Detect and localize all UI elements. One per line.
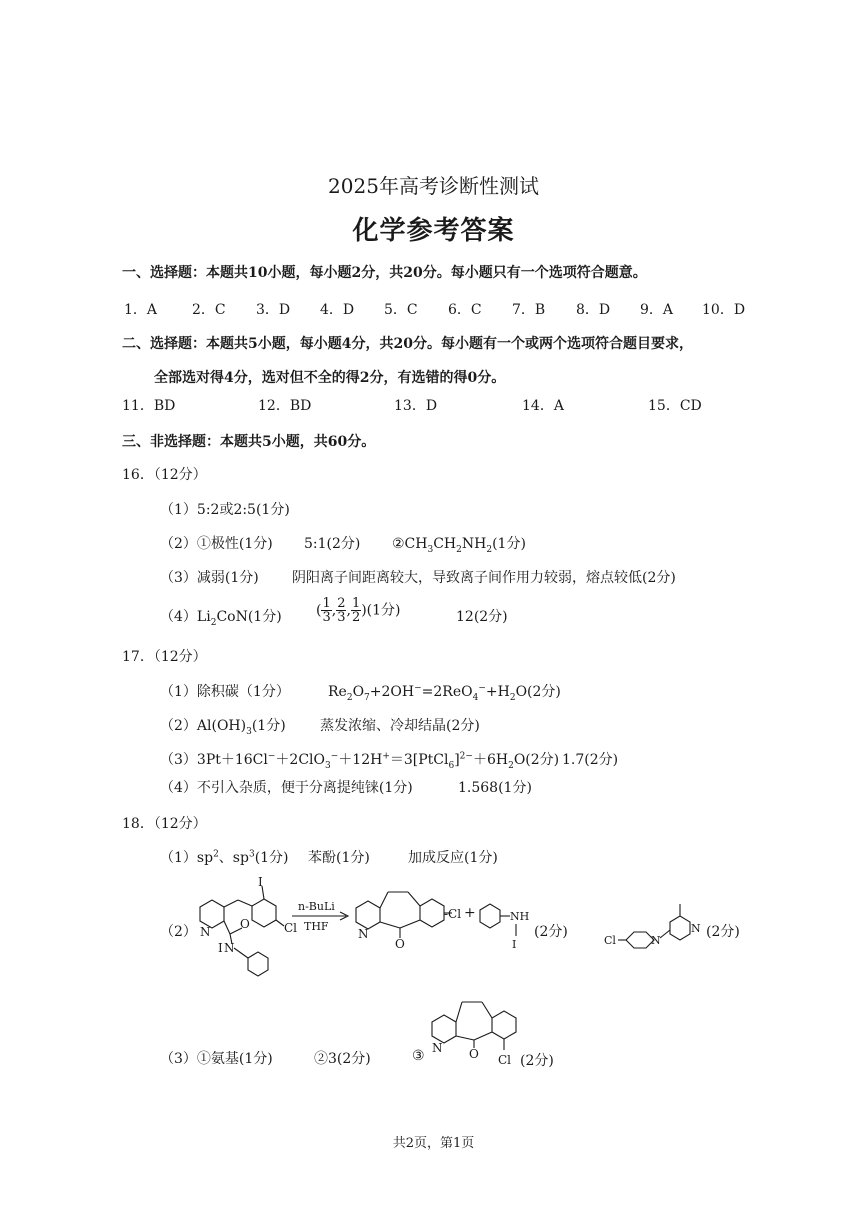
phenyl-ring xyxy=(480,904,500,928)
q16-title: 16．（12分） xyxy=(122,467,207,483)
exam-title: 2025年高考诊断性测试 xyxy=(328,174,539,198)
q18-part1-b: 苯酚(1分) xyxy=(308,850,370,866)
nitrogen-label: N xyxy=(432,1041,443,1055)
benzene-ring xyxy=(492,1011,516,1039)
q17-title: 17．（12分） xyxy=(122,649,207,665)
reactant-structure xyxy=(186,875,298,978)
q18-part3-b: ②3(2分) xyxy=(314,1051,371,1067)
answer-item: 3．D xyxy=(256,302,291,318)
q17-part3-a: $(3)3Pt+16Cl^-+2ClO_3^-+12H^+=3[PtCl_6]^{2-}+6H_2O(2$分) xyxy=(160,751,560,771)
answer-item: 9．A xyxy=(640,302,674,318)
q17-part1-a: （1）除积碳（1分） xyxy=(160,684,290,700)
pyridine-ring xyxy=(670,916,690,940)
chlorine-label: Cl xyxy=(498,1053,512,1067)
benzene-ring xyxy=(420,899,444,927)
fraction: $\frac{2}{3}$ xyxy=(337,596,346,625)
answer-item: 7．B xyxy=(512,302,546,318)
oxygen-label: O xyxy=(240,917,250,931)
q17-part2-b: 蒸发浓缩、冷却结晶(2分) xyxy=(320,718,480,734)
pyridine-ring xyxy=(432,1015,456,1043)
answer-item: 10．D xyxy=(702,302,746,318)
q16-part3-a: （3）减弱(1分) xyxy=(160,570,259,586)
chlorine-label: -Cl xyxy=(444,907,462,921)
answer-item: 1．A xyxy=(124,302,158,318)
q16-part1: （1）5:2或2:5(1分) xyxy=(160,502,290,518)
iodine-label: I xyxy=(512,938,517,951)
answer-item: 2．C xyxy=(192,302,226,318)
q18-part3-score: (2分) xyxy=(520,1053,554,1069)
answer-item: 5．C xyxy=(384,302,418,318)
q18-part2-score1: (2分) xyxy=(534,924,568,940)
q18-part3-a: （3）①氨基(1分) xyxy=(160,1051,273,1067)
ketone-oxygen-label: O xyxy=(469,1047,479,1061)
q18-part2-label: （2） xyxy=(160,924,197,940)
nitrogen-label: N xyxy=(358,927,369,941)
q18-part2-score2: (2分) xyxy=(706,924,740,940)
section2-heading-line1: 二、选择题：本题共5小题，每小题4分，共20分。每小题有一个或两个选项符合题目要求， xyxy=(122,336,693,352)
q18-part3-structure xyxy=(426,972,526,1072)
iodine-label: I xyxy=(258,875,263,889)
q17-part4-b: 1.568(1分) xyxy=(458,780,532,796)
chlorine-label: Cl xyxy=(604,934,616,947)
reaction-arrow xyxy=(290,898,352,938)
section3-heading: 三、非选择题：本题共5小题，共60分。 xyxy=(122,434,376,450)
answer-item: 15．CD xyxy=(648,398,702,414)
chlorine-label: Cl xyxy=(284,921,298,935)
answer-item: 13．D xyxy=(394,398,438,414)
fraction: $\frac{1}{3}$ xyxy=(322,596,331,625)
subject-title: 化学参考答案 xyxy=(352,216,515,246)
plus-sign: + xyxy=(464,905,476,921)
q18-part1-c: 加成反应(1分) xyxy=(408,850,498,866)
piperidine-ring xyxy=(626,932,654,948)
q17-part3-b: 1.7(2分) xyxy=(562,752,619,768)
q16-part3-b: 阴阳离子间距离较大，导致离子间作用力较弱，熔点较低(2分) xyxy=(292,570,676,586)
page-footer: 共2页，第1页 xyxy=(392,1136,475,1151)
q17-part2-a: $(2)Al(OH)_3(1$分) xyxy=(160,718,286,737)
byproduct-structure xyxy=(476,896,536,956)
q16-part4-coords: ( $\frac{1}{3}$ , $\frac{2}{3}$ , $\frac{1}{2}$ )(1分) xyxy=(316,596,401,625)
q17-part1-b: $Re_2O_7+2OH^-=2ReO_4^-+H_2O(2$分) xyxy=(328,683,561,703)
q16-part2-a: （2）①极性(1分) xyxy=(160,536,273,552)
q16-part4-a: $(4)Li_2CoN(1$分) xyxy=(160,609,282,628)
answer-item: 6．C xyxy=(448,302,482,318)
piperidine-structure xyxy=(604,892,708,960)
amide-nh-label: N xyxy=(224,941,235,955)
pyridine-ring xyxy=(200,900,224,928)
ketone-oxygen-label: O xyxy=(395,937,405,951)
q18-part3-c: ③ xyxy=(412,1048,425,1064)
q18-part1-a: $(1)sp^2$、$sp^3(1$分) xyxy=(160,849,289,866)
pyridine-n-label: N xyxy=(691,922,701,935)
phenyl-ring xyxy=(248,952,268,976)
q16-part2-b: 5:1(2分) xyxy=(304,536,361,552)
section2-heading-line2: 全部选对得4分，选对但不全的得2分，有选错的得0分。 xyxy=(154,370,506,386)
fraction: $\frac{1}{2}$ xyxy=(351,596,361,625)
section1-heading: 一、选择题：本题共10小题，每小题2分，共20分。每小题只有一个选项符合题意。 xyxy=(122,265,647,281)
piperidine-n-label: N xyxy=(651,934,661,947)
answer-item: 14．A xyxy=(522,398,564,414)
answer-item: 8．D xyxy=(576,302,611,318)
product-ketone-structure xyxy=(348,880,468,960)
q17-part4-a: （4）不引入杂质，便于分离提纯铼(1分) xyxy=(160,780,413,796)
q18-title: 18．（12分） xyxy=(122,816,207,832)
answer-item: 12．BD xyxy=(258,398,312,414)
answer-item: 4．D xyxy=(320,302,355,318)
nitrogen-label: N xyxy=(200,925,211,939)
answer-item: 11．BD xyxy=(122,398,176,414)
svg-text:I: I xyxy=(218,941,223,955)
q16-part2-c: $②CH_3CH_2NH_2(1$分) xyxy=(392,536,526,555)
pyridine-ring xyxy=(356,901,380,929)
benzene-ring xyxy=(252,899,276,927)
nh-label: NH xyxy=(510,910,530,923)
reagent-top: n-BuLi xyxy=(298,900,335,913)
q16-part4-b: 12(2分) xyxy=(456,609,508,625)
reagent-bottom: THF xyxy=(304,920,329,933)
